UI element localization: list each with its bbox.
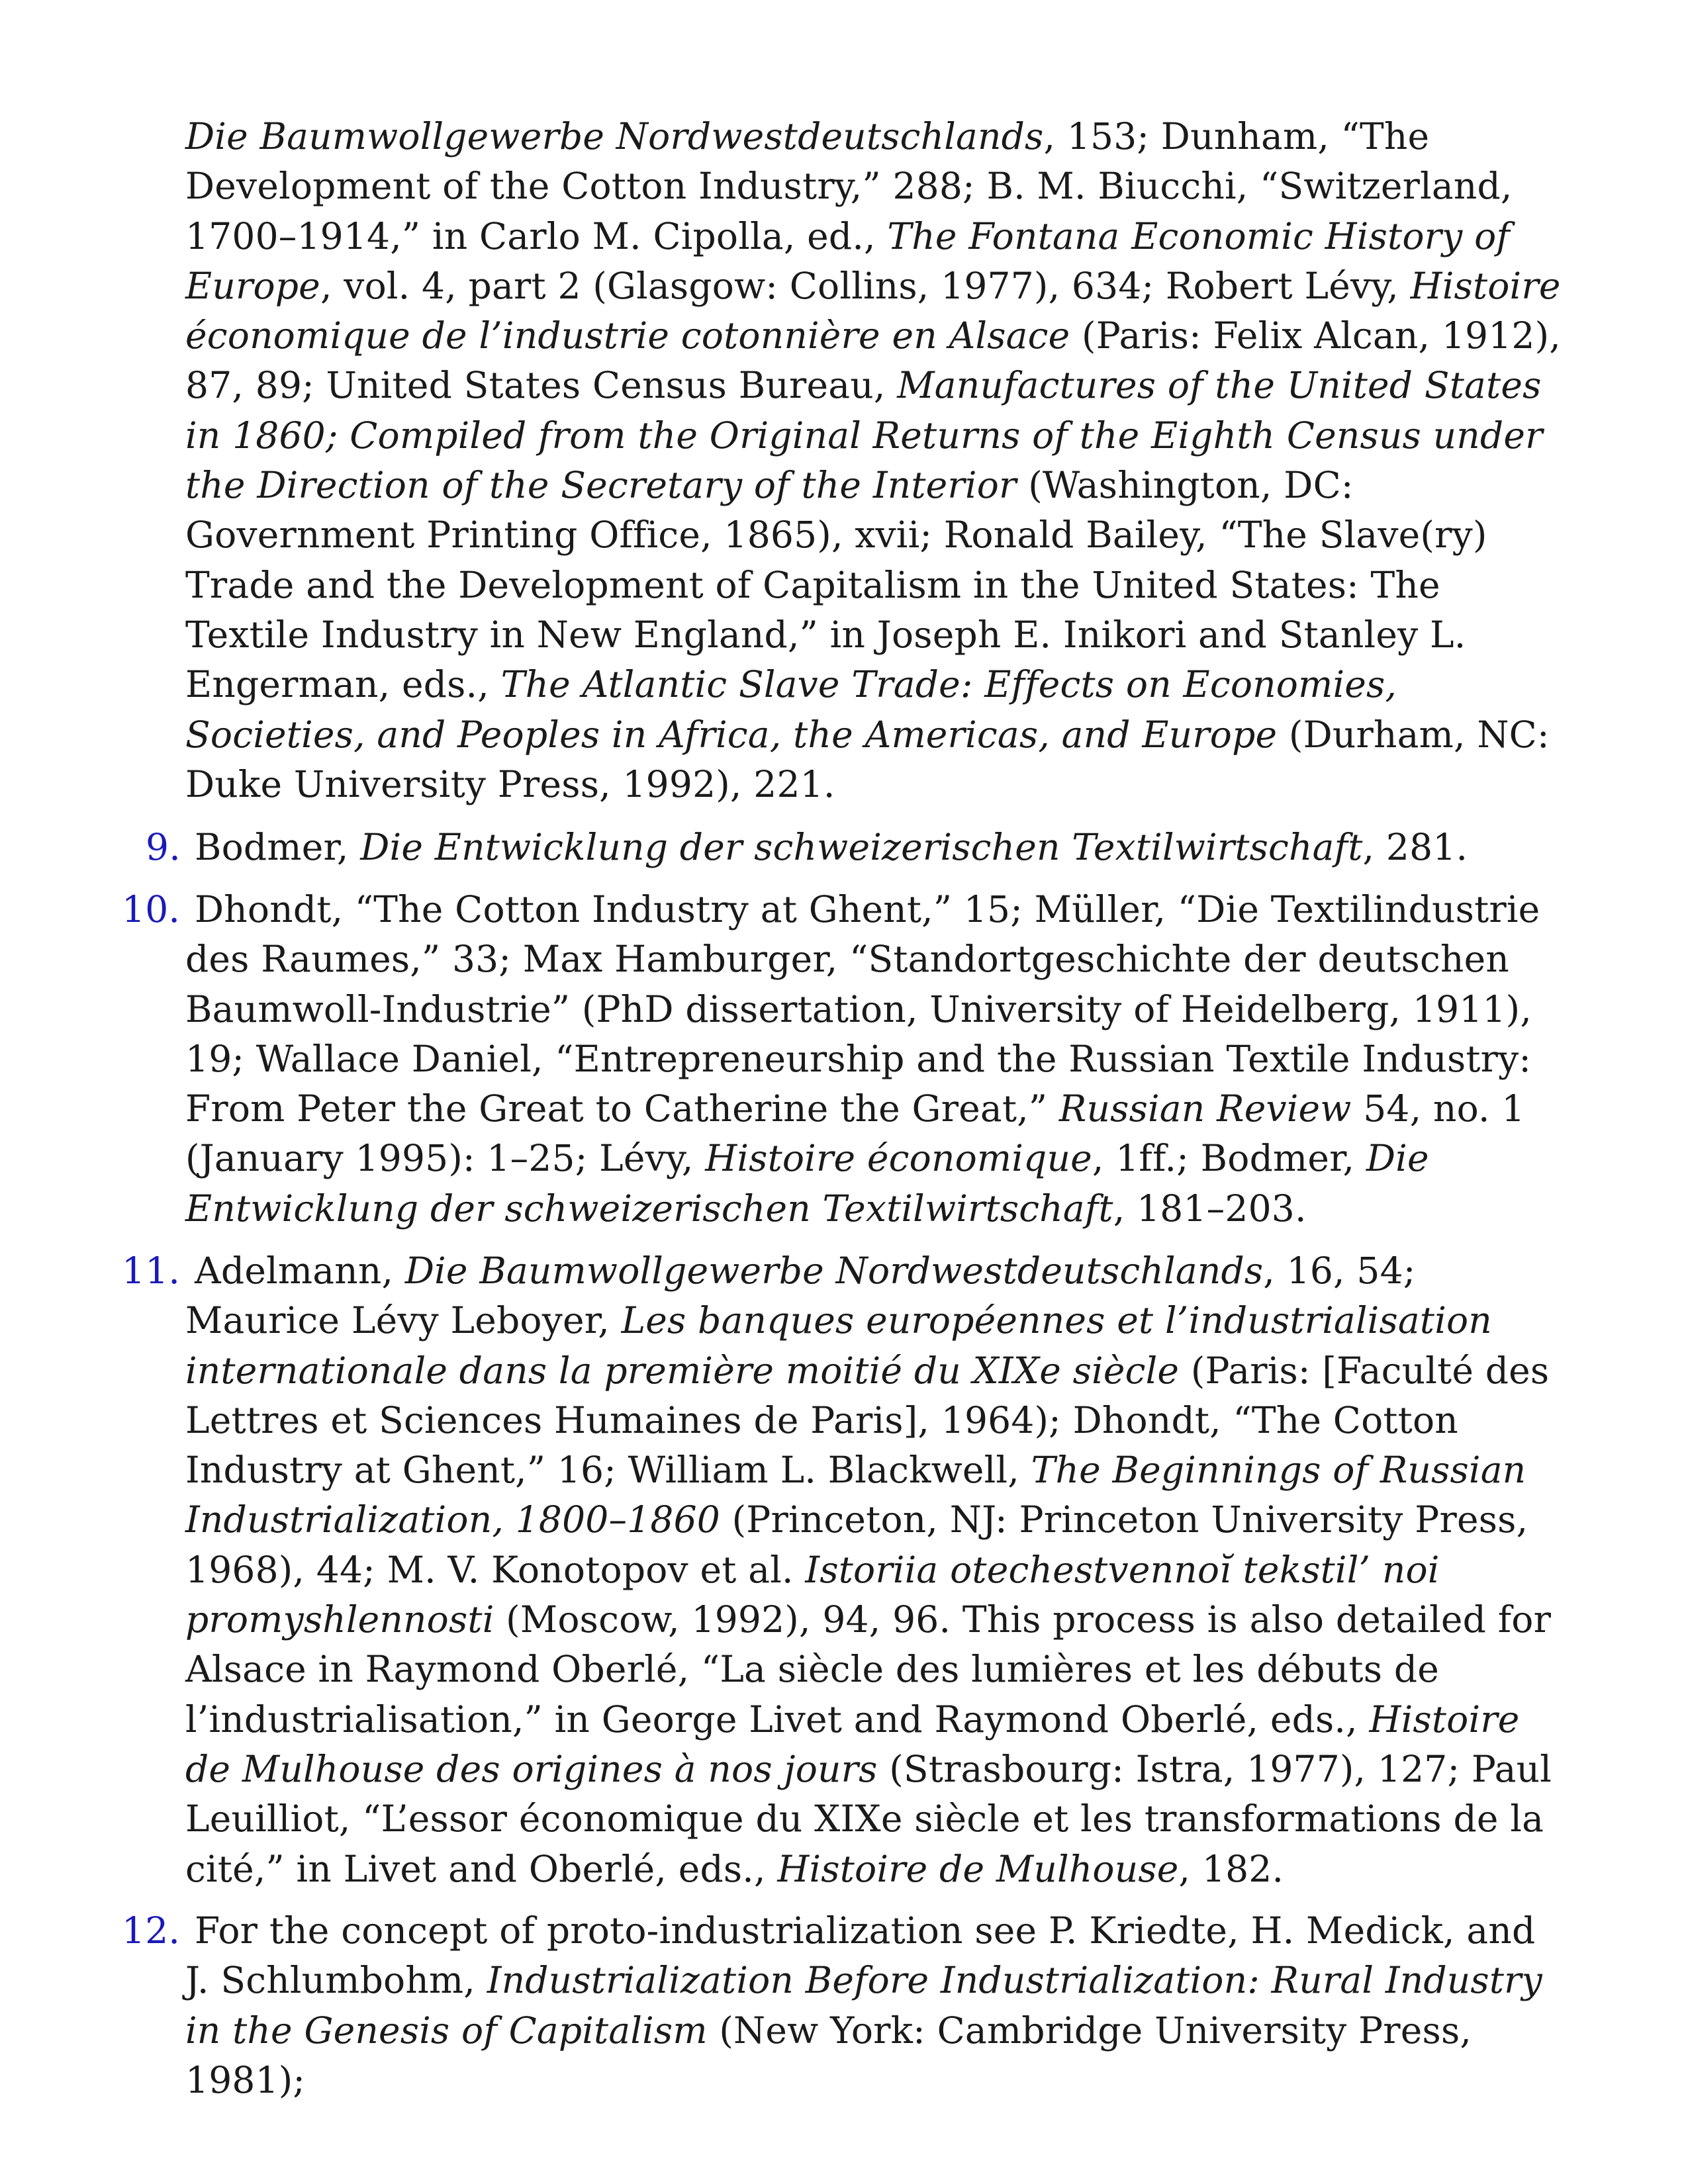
book-title: Histoire de Mulhouse (777, 1847, 1179, 1890)
book-title: The Atlantic Slave Trade: Effects on Economies, Societies, and Peoples in Africa, the Americas, and Europe (185, 663, 1397, 756)
book-title: Les banques européennes et l’industrialisation internationale dans la première moitié du XIXe siècle (185, 1299, 1492, 1392)
book-title: The Fontana Economic History of Europe (185, 214, 1510, 307)
citation-text: , 281. (1362, 826, 1468, 868)
citation-text: 54, no. 1 (January 1995): 1–25; Lévy, (185, 1087, 1525, 1180)
book-title: The Beginnings of Russian Industrialization, 1800–1860 (185, 1449, 1526, 1541)
footnote-10 (122, 885, 1562, 1234)
book-title: Histoire économique (705, 1137, 1092, 1180)
footnote-8-continuation (185, 112, 1562, 809)
book-title: Istoriia otechestvennoĭ tekstil’ noi promyshlennosti (185, 1548, 1440, 1641)
footnote-number-link[interactable]: 10. (122, 888, 181, 931)
citation-text: Bodmer, (195, 826, 361, 868)
citation-text: (Durham, NC: Duke University Press, 1992), 221. (185, 713, 1550, 805)
citation-text: , 153; Dunham, “The Development of the Cotton Industry,” 288; B. M. Biucchi, “Switzerland, 1700–1914,” in Carlo M. Cipolla, ed., (185, 115, 1513, 257)
book-title: Die Baumwollgewerbe Nordwestdeutschlands (404, 1250, 1264, 1292)
citation-text: (Moscow, 1992), 94, 96. This process is also detailed for Alsace in Raymond Oberlé, “La siècle des lumières et les débuts de l’industrialisation,” in George Livet and Raymond Oberlé, eds., (185, 1598, 1552, 1741)
footnote-12-text (185, 1906, 1562, 2105)
book-title: Histoire économique de l’industrie cotonnière en Alsace (185, 264, 1561, 357)
book-title: Die Baumwollgewerbe Nordwestdeutschlands (185, 115, 1044, 158)
citation-text: , 182. (1178, 1847, 1284, 1890)
citation-text: (Washington, DC: Government Printing Office, 1865), xvii; Ronald Bailey, “The Slave(ry) Trade and the Development of Capitalism in the United States: The Textile Industry in New England,” in Joseph E. Inikori and Stanley L. Engerman, eds., (185, 464, 1487, 706)
citation-text: For the concept of proto-industrialization see P. Kriedte, H. Medick, and J. Schlumbohm, (185, 1909, 1536, 2002)
citation-text: Adelmann, (195, 1250, 405, 1292)
footnote-12 (122, 1906, 1562, 2105)
citation-text: (Paris: Felix Alcan, 1912), 87, 89; United States Census Bureau, (185, 314, 1561, 407)
footnote-10-text (185, 885, 1562, 1234)
citation-text: (Paris: [Faculté des Lettres et Sciences Humaines de Paris], 1964); Dhondt, “The Cotton Industry at Ghent,” 16; William L. Blackwell, (185, 1349, 1550, 1492)
footnote-9-text (195, 823, 1562, 872)
footnote-9 (146, 823, 1562, 872)
citation-text: Dhondt, “The Cotton Industry at Ghent,” 15; Müller, “Die Textilindustrie des Raumes,” 33; Max Hamburger, “Standortgeschichte der deutschen Baumwoll-Industrie” (PhD dissertation, University of Heidelberg, 1911), 19; Wallace Daniel, “Entrepreneurship and the Russian Textile Industry: From Peter the Great to Catherine the Great,” (185, 888, 1540, 1130)
citation-text: (Strasbourg: Istra, 1977), 127; Paul Leuilliot, “L’essor économique du XIXe siècle et les transformations de la cité,” in Livet and Oberlé, eds., (185, 1747, 1552, 1890)
citation-text: , vol. 4, part 2 (Glasgow: Collins, 1977), 634; Robert Lévy, (320, 264, 1411, 307)
citation-text: , 1ff.; Bodmer, (1092, 1137, 1366, 1180)
citation-text: , 181–203. (1113, 1187, 1307, 1230)
journal-title: Russian Review (1058, 1087, 1352, 1130)
book-title: Die Entwicklung der schweizerischen Textilwirtschaft (185, 1137, 1429, 1230)
citation-text: , 16, 54; Maurice Lévy Leboyer, (185, 1250, 1416, 1342)
book-title: Manufactures of the United States in 1860; Compiled from the Original Returns of the Eighth Census under the Direction of the Secretary of the Interior (185, 364, 1543, 507)
footnote-11-text (185, 1246, 1562, 1894)
citation-text: (New York: Cambridge University Press, 1981); (185, 2009, 1472, 2101)
book-title: Die Entwicklung der schweizerischen Textilwirtschaft (360, 826, 1363, 868)
footnote-number-link[interactable]: 12. (122, 1909, 181, 1952)
book-title: Industrialization Before Industrialization: Rural Industry in the Genesis of Capitalism (185, 1959, 1542, 2052)
book-title: Histoire de Mulhouse des origines à nos jours (185, 1698, 1520, 1790)
footnote-11 (122, 1246, 1562, 1894)
footnote-8-text (185, 112, 1562, 809)
footnote-number-link[interactable]: 11. (122, 1250, 181, 1292)
citation-text: (Princeton, NJ: Princeton University Press, 1968), 44; M. V. Konotopov et al. (185, 1498, 1528, 1591)
footnote-number-link[interactable]: 9. (146, 826, 181, 868)
